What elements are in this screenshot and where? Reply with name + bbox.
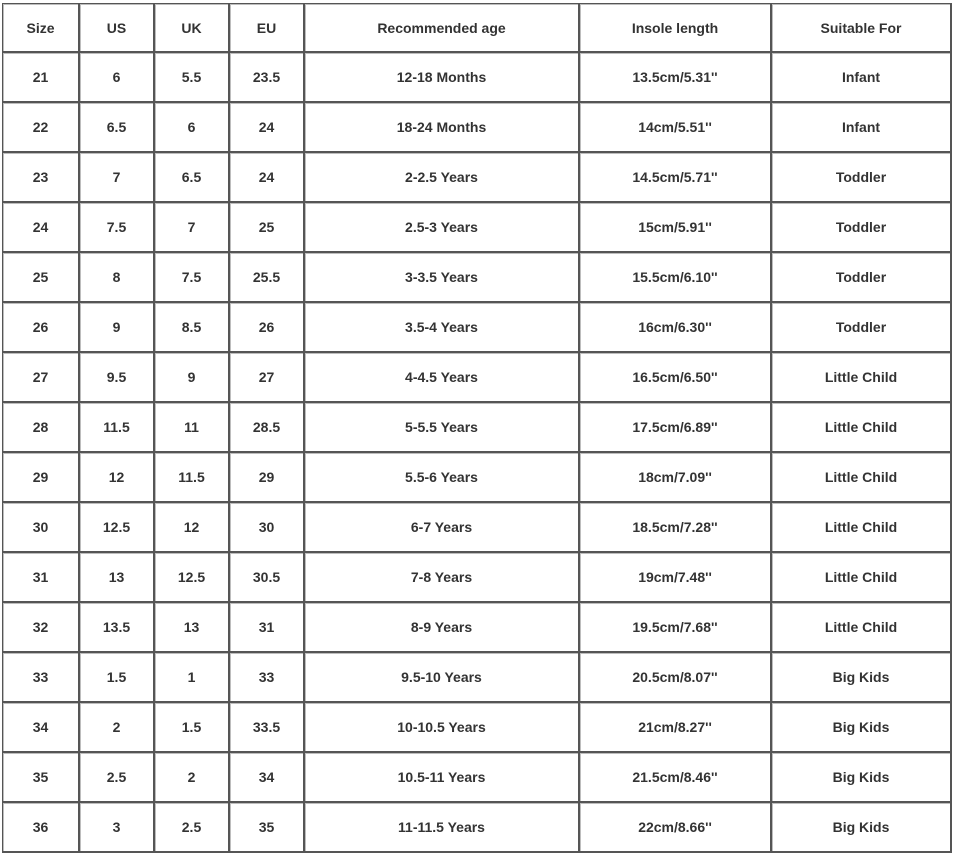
cell-size: 21 bbox=[3, 53, 80, 103]
cell-insole-length: 18cm/7.09'' bbox=[580, 453, 772, 503]
header-recommended-age: Recommended age bbox=[305, 4, 580, 53]
cell-us: 12 bbox=[80, 453, 155, 503]
cell-size: 35 bbox=[3, 753, 80, 803]
cell-uk: 12.5 bbox=[155, 553, 230, 603]
cell-us: 13.5 bbox=[80, 603, 155, 653]
cell-size: 31 bbox=[3, 553, 80, 603]
cell-insole-length: 14cm/5.51'' bbox=[580, 103, 772, 153]
cell-uk: 11.5 bbox=[155, 453, 230, 503]
table-row bbox=[3, 153, 952, 203]
cell-suitable-for: Little Child bbox=[772, 603, 952, 653]
table-row bbox=[3, 203, 952, 253]
cell-suitable-for: Little Child bbox=[772, 553, 952, 603]
table-row bbox=[3, 803, 952, 853]
cell-eu: 26 bbox=[230, 303, 305, 353]
cell-us: 7 bbox=[80, 153, 155, 203]
cell-us: 8 bbox=[80, 253, 155, 303]
cell-eu: 25 bbox=[230, 203, 305, 253]
cell-us: 12.5 bbox=[80, 503, 155, 553]
cell-recommended-age: 3-3.5 Years bbox=[305, 253, 580, 303]
cell-us: 6.5 bbox=[80, 103, 155, 153]
cell-eu: 24 bbox=[230, 103, 305, 153]
cell-insole-length: 13.5cm/5.31'' bbox=[580, 53, 772, 103]
cell-suitable-for: Toddler bbox=[772, 303, 952, 353]
cell-uk: 1.5 bbox=[155, 703, 230, 753]
header-row bbox=[3, 4, 952, 53]
cell-suitable-for: Infant bbox=[772, 103, 952, 153]
cell-uk: 9 bbox=[155, 353, 230, 403]
cell-insole-length: 15cm/5.91'' bbox=[580, 203, 772, 253]
cell-suitable-for: Big Kids bbox=[772, 803, 952, 853]
table-row bbox=[3, 753, 952, 803]
cell-recommended-age: 6-7 Years bbox=[305, 503, 580, 553]
cell-uk: 1 bbox=[155, 653, 230, 703]
cell-eu: 25.5 bbox=[230, 253, 305, 303]
cell-eu: 29 bbox=[230, 453, 305, 503]
cell-eu: 24 bbox=[230, 153, 305, 203]
cell-eu: 27 bbox=[230, 353, 305, 403]
cell-insole-length: 16cm/6.30'' bbox=[580, 303, 772, 353]
cell-insole-length: 19.5cm/7.68'' bbox=[580, 603, 772, 653]
cell-recommended-age: 5.5-6 Years bbox=[305, 453, 580, 503]
cell-size: 22 bbox=[3, 103, 80, 153]
cell-insole-length: 20.5cm/8.07'' bbox=[580, 653, 772, 703]
cell-insole-length: 18.5cm/7.28'' bbox=[580, 503, 772, 553]
table-row bbox=[3, 303, 952, 353]
cell-us: 2.5 bbox=[80, 753, 155, 803]
header-size: Size bbox=[3, 4, 80, 53]
cell-uk: 11 bbox=[155, 403, 230, 453]
cell-us: 1.5 bbox=[80, 653, 155, 703]
table-row bbox=[3, 653, 952, 703]
cell-recommended-age: 8-9 Years bbox=[305, 603, 580, 653]
cell-size: 28 bbox=[3, 403, 80, 453]
cell-insole-length: 17.5cm/6.89'' bbox=[580, 403, 772, 453]
cell-suitable-for: Infant bbox=[772, 53, 952, 103]
header-insole-length: Insole length bbox=[580, 4, 772, 53]
cell-insole-length: 15.5cm/6.10'' bbox=[580, 253, 772, 303]
cell-eu: 30.5 bbox=[230, 553, 305, 603]
cell-suitable-for: Little Child bbox=[772, 353, 952, 403]
table-row bbox=[3, 353, 952, 403]
cell-suitable-for: Big Kids bbox=[772, 653, 952, 703]
cell-uk: 6 bbox=[155, 103, 230, 153]
table-row bbox=[3, 553, 952, 603]
cell-size: 26 bbox=[3, 303, 80, 353]
cell-size: 33 bbox=[3, 653, 80, 703]
cell-uk: 2 bbox=[155, 753, 230, 803]
table-row bbox=[3, 253, 952, 303]
cell-recommended-age: 11-11.5 Years bbox=[305, 803, 580, 853]
size-chart-body bbox=[3, 53, 952, 853]
cell-suitable-for: Toddler bbox=[772, 203, 952, 253]
cell-uk: 7.5 bbox=[155, 253, 230, 303]
cell-uk: 6.5 bbox=[155, 153, 230, 203]
cell-us: 3 bbox=[80, 803, 155, 853]
cell-eu: 33.5 bbox=[230, 703, 305, 753]
table-row bbox=[3, 453, 952, 503]
cell-insole-length: 22cm/8.66'' bbox=[580, 803, 772, 853]
cell-recommended-age: 12-18 Months bbox=[305, 53, 580, 103]
cell-uk: 5.5 bbox=[155, 53, 230, 103]
cell-uk: 2.5 bbox=[155, 803, 230, 853]
cell-recommended-age: 2.5-3 Years bbox=[305, 203, 580, 253]
cell-recommended-age: 10.5-11 Years bbox=[305, 753, 580, 803]
cell-suitable-for: Toddler bbox=[772, 153, 952, 203]
cell-size: 34 bbox=[3, 703, 80, 753]
cell-us: 6 bbox=[80, 53, 155, 103]
cell-us: 13 bbox=[80, 553, 155, 603]
cell-recommended-age: 5-5.5 Years bbox=[305, 403, 580, 453]
cell-us: 9.5 bbox=[80, 353, 155, 403]
cell-suitable-for: Toddler bbox=[772, 253, 952, 303]
header-us: US bbox=[80, 4, 155, 53]
cell-size: 23 bbox=[3, 153, 80, 203]
cell-suitable-for: Little Child bbox=[772, 453, 952, 503]
table-row bbox=[3, 603, 952, 653]
cell-size: 24 bbox=[3, 203, 80, 253]
cell-suitable-for: Big Kids bbox=[772, 753, 952, 803]
cell-recommended-age: 2-2.5 Years bbox=[305, 153, 580, 203]
cell-eu: 31 bbox=[230, 603, 305, 653]
cell-size: 36 bbox=[3, 803, 80, 853]
cell-eu: 35 bbox=[230, 803, 305, 853]
cell-recommended-age: 3.5-4 Years bbox=[305, 303, 580, 353]
cell-uk: 8.5 bbox=[155, 303, 230, 353]
cell-us: 2 bbox=[80, 703, 155, 753]
cell-uk: 13 bbox=[155, 603, 230, 653]
cell-recommended-age: 18-24 Months bbox=[305, 103, 580, 153]
table-row bbox=[3, 403, 952, 453]
header-eu: EU bbox=[230, 4, 305, 53]
cell-us: 11.5 bbox=[80, 403, 155, 453]
cell-size: 25 bbox=[3, 253, 80, 303]
cell-recommended-age: 7-8 Years bbox=[305, 553, 580, 603]
cell-suitable-for: Little Child bbox=[772, 403, 952, 453]
cell-insole-length: 21.5cm/8.46'' bbox=[580, 753, 772, 803]
cell-uk: 7 bbox=[155, 203, 230, 253]
cell-suitable-for: Little Child bbox=[772, 503, 952, 553]
cell-eu: 30 bbox=[230, 503, 305, 553]
cell-size: 30 bbox=[3, 503, 80, 553]
table-row bbox=[3, 53, 952, 103]
cell-insole-length: 19cm/7.48'' bbox=[580, 553, 772, 603]
cell-us: 7.5 bbox=[80, 203, 155, 253]
header-suitable-for: Suitable For bbox=[772, 4, 952, 53]
cell-eu: 34 bbox=[230, 753, 305, 803]
cell-insole-length: 14.5cm/5.71'' bbox=[580, 153, 772, 203]
table-row bbox=[3, 703, 952, 753]
cell-size: 27 bbox=[3, 353, 80, 403]
cell-size: 29 bbox=[3, 453, 80, 503]
cell-insole-length: 16.5cm/6.50'' bbox=[580, 353, 772, 403]
cell-uk: 12 bbox=[155, 503, 230, 553]
cell-recommended-age: 10-10.5 Years bbox=[305, 703, 580, 753]
cell-insole-length: 21cm/8.27'' bbox=[580, 703, 772, 753]
cell-eu: 28.5 bbox=[230, 403, 305, 453]
cell-size: 32 bbox=[3, 603, 80, 653]
cell-recommended-age: 9.5-10 Years bbox=[305, 653, 580, 703]
cell-eu: 33 bbox=[230, 653, 305, 703]
table-row bbox=[3, 103, 952, 153]
cell-suitable-for: Big Kids bbox=[772, 703, 952, 753]
size-chart-table bbox=[2, 3, 952, 853]
header-uk: UK bbox=[155, 4, 230, 53]
cell-recommended-age: 4-4.5 Years bbox=[305, 353, 580, 403]
cell-us: 9 bbox=[80, 303, 155, 353]
table-row bbox=[3, 503, 952, 553]
cell-eu: 23.5 bbox=[230, 53, 305, 103]
